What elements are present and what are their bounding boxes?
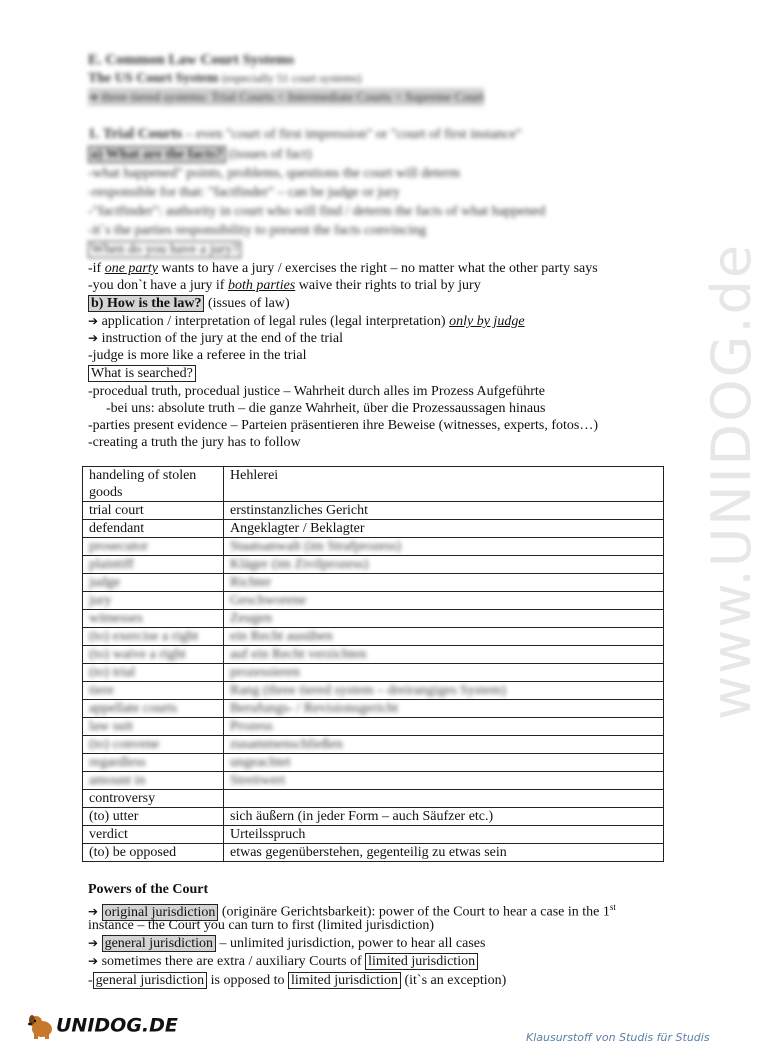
doc-subtitle-line bbox=[88, 70, 361, 87]
table-row bbox=[83, 467, 664, 502]
term-box: limited jurisdiction bbox=[365, 953, 478, 970]
body-line: -creating a truth the jury has to follow bbox=[88, 435, 301, 450]
vocabulary-table bbox=[82, 466, 664, 862]
english-term-cell bbox=[83, 574, 224, 592]
text: sometimes there are extra / auxiliary Courts of bbox=[98, 954, 366, 969]
body-line bbox=[88, 972, 506, 989]
body-line: -procedual truth, procedual justice – Wahrheit durch alles im Prozess Aufgeführte bbox=[88, 384, 545, 399]
blurred-line: -it`s the parties responsibility to present the facts convincing bbox=[88, 223, 427, 238]
cell-text: (to) utter bbox=[89, 809, 139, 824]
table-row bbox=[83, 790, 664, 808]
cell-text: etwas gegenüberstehen, gegenteilig zu etwas sein bbox=[230, 845, 507, 860]
table-row bbox=[83, 610, 664, 628]
german-term-cell bbox=[224, 520, 664, 538]
german-term-cell bbox=[224, 700, 664, 718]
cell-text: law suit bbox=[89, 719, 133, 734]
english-term-cell bbox=[83, 628, 224, 646]
tiers-line bbox=[88, 88, 484, 106]
cell-text: (to) waive a right bbox=[89, 647, 186, 662]
text: -if bbox=[88, 261, 105, 276]
english-term-cell bbox=[83, 592, 224, 610]
german-term-cell bbox=[224, 682, 664, 700]
body-line bbox=[88, 953, 478, 970]
english-term-cell bbox=[83, 610, 224, 628]
emphasis: only by judge bbox=[449, 314, 525, 329]
body-line: instance – the Court you can turn to first (limited jurisdiction) bbox=[88, 918, 435, 933]
cell-text: (to) trial bbox=[89, 665, 136, 680]
english-term-cell bbox=[83, 754, 224, 772]
text: – unlimited jurisdiction, power to hear all cases bbox=[216, 936, 486, 951]
cell-text: auf ein Recht verzichten bbox=[230, 647, 367, 662]
english-term-cell bbox=[83, 556, 224, 574]
german-term-cell bbox=[224, 467, 664, 502]
body-line bbox=[88, 260, 598, 277]
cell-text: Geschworene bbox=[230, 593, 307, 608]
english-term-cell bbox=[83, 808, 224, 826]
facts-heading: a) What are the facts? bbox=[88, 146, 226, 163]
german-term-cell bbox=[224, 664, 664, 682]
tiers-text: three tiered systems: Trial Courts < Intermediate Courts < Supreme Court bbox=[101, 89, 485, 104]
unidog-logo bbox=[26, 1012, 178, 1040]
german-term-cell bbox=[224, 646, 664, 664]
english-term-cell bbox=[83, 682, 224, 700]
table-row bbox=[83, 664, 664, 682]
cell-text: Zeugen bbox=[230, 611, 272, 626]
blurred-line: -what happened" points, problems, questions the court will determ bbox=[88, 166, 460, 181]
english-term-cell bbox=[83, 844, 224, 862]
text: -you don`t have a jury if bbox=[88, 278, 228, 293]
german-term-cell bbox=[224, 592, 664, 610]
cell-text: prozessieren bbox=[230, 665, 300, 680]
emphasis: both parties bbox=[227, 278, 296, 293]
body-line bbox=[88, 330, 343, 347]
english-term-cell bbox=[83, 736, 224, 754]
cell-text: controversy bbox=[89, 791, 156, 806]
section-note: – even "court of first impression" or "court of first instance" bbox=[185, 127, 522, 142]
law-heading-line bbox=[88, 295, 290, 312]
body-line bbox=[88, 313, 525, 330]
table-row bbox=[83, 592, 664, 610]
cell-text: sich äußern (in jeder Form – auch Säufzer etc.) bbox=[230, 809, 494, 824]
table-row bbox=[83, 502, 664, 520]
english-term-cell bbox=[83, 646, 224, 664]
emphasis: one party bbox=[104, 261, 158, 276]
english-term-cell bbox=[83, 700, 224, 718]
german-term-cell bbox=[224, 718, 664, 736]
english-term-cell bbox=[83, 520, 224, 538]
german-term-cell bbox=[224, 772, 664, 790]
cell-text: (to) convene bbox=[89, 737, 160, 752]
doc-subtitle: The US Court System bbox=[88, 71, 219, 86]
law-note: (issues of law) bbox=[204, 296, 290, 311]
german-term-cell bbox=[224, 628, 664, 646]
table-row bbox=[83, 826, 664, 844]
english-term-cell bbox=[83, 467, 224, 502]
table-row bbox=[83, 520, 664, 538]
table-row bbox=[83, 628, 664, 646]
cell-text: verdict bbox=[89, 827, 128, 842]
cell-text: zusammenschließen bbox=[230, 737, 343, 752]
cell-text: Richter bbox=[230, 575, 272, 590]
cell-text: Rang (three tiered system – dreirangiges System) bbox=[230, 683, 507, 698]
term-highlight: general jurisdiction bbox=[102, 935, 216, 952]
table-row bbox=[83, 736, 664, 754]
table-row bbox=[83, 700, 664, 718]
cell-text: ein Recht ausüben bbox=[230, 629, 333, 644]
english-term-cell bbox=[83, 502, 224, 520]
cell-text: amount in bbox=[89, 773, 146, 788]
arrow-icon: ➔ bbox=[88, 954, 99, 968]
cell-text: Berufungs- / Revisionsgericht bbox=[230, 701, 398, 716]
facts-heading-line bbox=[88, 146, 312, 163]
table-row bbox=[83, 772, 664, 790]
english-term-cell bbox=[83, 538, 224, 556]
section-title-line bbox=[88, 126, 522, 143]
doc-title: E. Common Law Court Systems bbox=[88, 52, 295, 68]
text: (originäre Gerichtsbarkeit): power of the Court to hear a case in the 1 bbox=[218, 904, 610, 920]
section-title: 1. Trial Courts bbox=[88, 126, 183, 142]
cell-text: Urteilsspruch bbox=[230, 827, 306, 842]
cell-text: tiere bbox=[89, 683, 114, 698]
german-term-cell bbox=[224, 538, 664, 556]
powers-heading: Powers of the Court bbox=[88, 882, 209, 897]
body-line bbox=[88, 277, 481, 294]
english-term-cell bbox=[83, 718, 224, 736]
table-row bbox=[83, 682, 664, 700]
german-term-cell bbox=[224, 610, 664, 628]
body-line: -parties present evidence – Parteien präsentieren ihre Beweise (witnesses, experts, fotos…) bbox=[88, 418, 599, 433]
cell-text: regardless bbox=[89, 755, 146, 770]
cell-text: handeling of stolen goods bbox=[89, 468, 197, 500]
cell-text: Angeklagter / Beklagter bbox=[230, 521, 365, 536]
table-row bbox=[83, 754, 664, 772]
cell-text: appellate courts bbox=[89, 701, 178, 716]
german-term-cell bbox=[224, 808, 664, 826]
arrow-icon: ➔ bbox=[88, 904, 99, 919]
text: - bbox=[88, 973, 93, 988]
cell-text: witnesses bbox=[89, 611, 143, 626]
law-heading: b) How is the law? bbox=[88, 295, 204, 312]
arrow-icon: ➔ bbox=[88, 936, 99, 950]
cell-text: Staatsanwalt (im Strafprozess) bbox=[230, 539, 402, 554]
body-line: -bei uns: absolute truth – die ganze Wahrheit, über die Prozessaussagen hinaus bbox=[106, 401, 546, 416]
blurred-line: -"factfinder": authority in court who will find / determ the facts of what happened bbox=[88, 204, 546, 219]
text: (it`s an exception) bbox=[400, 973, 507, 988]
logo-text: UNIDOG.DE bbox=[56, 1014, 178, 1037]
text: waive their rights to trial by jury bbox=[295, 278, 481, 293]
cell-text: Kläger (im Zivilprozess) bbox=[230, 557, 369, 572]
cell-text: judge bbox=[89, 575, 121, 590]
blurred-line: -responsible for that: "factfinder" – can be judge or jury bbox=[88, 185, 400, 200]
arrow-icon: ➔ bbox=[88, 90, 99, 104]
text: wants to have a jury / exercises the right – no matter what the other party says bbox=[157, 261, 598, 276]
footer-tagline: Klausurstoff von Studis für Studis bbox=[526, 1031, 710, 1044]
cell-text: ungeachtet bbox=[230, 755, 291, 770]
table-row bbox=[83, 646, 664, 664]
cell-text: defendant bbox=[89, 521, 145, 536]
german-term-cell bbox=[224, 574, 664, 592]
term-highlight: original jurisdiction bbox=[102, 904, 219, 921]
english-term-cell bbox=[83, 664, 224, 682]
cell-text: Hehlerei bbox=[230, 468, 279, 483]
german-term-cell bbox=[224, 736, 664, 754]
german-term-cell bbox=[224, 844, 664, 862]
doc-subtitle-note: (especially 51 court systems) bbox=[221, 71, 362, 85]
body-line: -judge is more like a referee in the trial bbox=[88, 348, 307, 363]
cell-text: (to) be opposed bbox=[89, 845, 177, 860]
table-row bbox=[83, 808, 664, 826]
german-term-cell bbox=[224, 826, 664, 844]
jury-question-line bbox=[88, 241, 241, 258]
watermark: www.UNIDOG.de bbox=[700, 242, 763, 720]
cell-text: trial court bbox=[89, 503, 144, 518]
cell-text: plaintiff bbox=[89, 557, 134, 572]
facts-note: (issues of fact) bbox=[229, 147, 312, 162]
english-term-cell bbox=[83, 790, 224, 808]
german-term-cell bbox=[224, 790, 664, 808]
cell-text: Streitwert bbox=[230, 773, 286, 788]
term-box: limited jurisdiction bbox=[288, 972, 401, 989]
german-term-cell bbox=[224, 556, 664, 574]
arrow-icon: ➔ bbox=[88, 331, 99, 345]
cell-text: (to) exercise a right bbox=[89, 629, 199, 644]
english-term-cell bbox=[83, 826, 224, 844]
cell-text: jury bbox=[89, 593, 112, 608]
cell-text: erstinstanzliches Gericht bbox=[230, 503, 369, 518]
text: instruction of the jury at the end of the trial bbox=[98, 331, 343, 346]
text: is opposed to bbox=[207, 973, 289, 988]
table-row bbox=[83, 718, 664, 736]
cell-text: Prozess bbox=[230, 719, 273, 734]
jury-question: When do you have a jury? bbox=[88, 241, 241, 258]
text: application / interpretation of legal rules (legal interpretation) bbox=[98, 314, 450, 329]
german-term-cell bbox=[224, 754, 664, 772]
dog-icon bbox=[26, 1012, 56, 1040]
table-row bbox=[83, 538, 664, 556]
body-line bbox=[88, 935, 485, 952]
table-row bbox=[83, 556, 664, 574]
searched-line bbox=[88, 365, 196, 382]
table-row bbox=[83, 574, 664, 592]
table-row bbox=[83, 844, 664, 862]
english-term-cell bbox=[83, 772, 224, 790]
cell-text: prosecutor bbox=[89, 539, 149, 554]
term-box: general jurisdiction bbox=[93, 972, 207, 989]
arrow-icon: ➔ bbox=[88, 314, 99, 328]
superscript: st bbox=[609, 902, 616, 912]
german-term-cell bbox=[224, 502, 664, 520]
searched-heading: What is searched? bbox=[88, 365, 196, 382]
